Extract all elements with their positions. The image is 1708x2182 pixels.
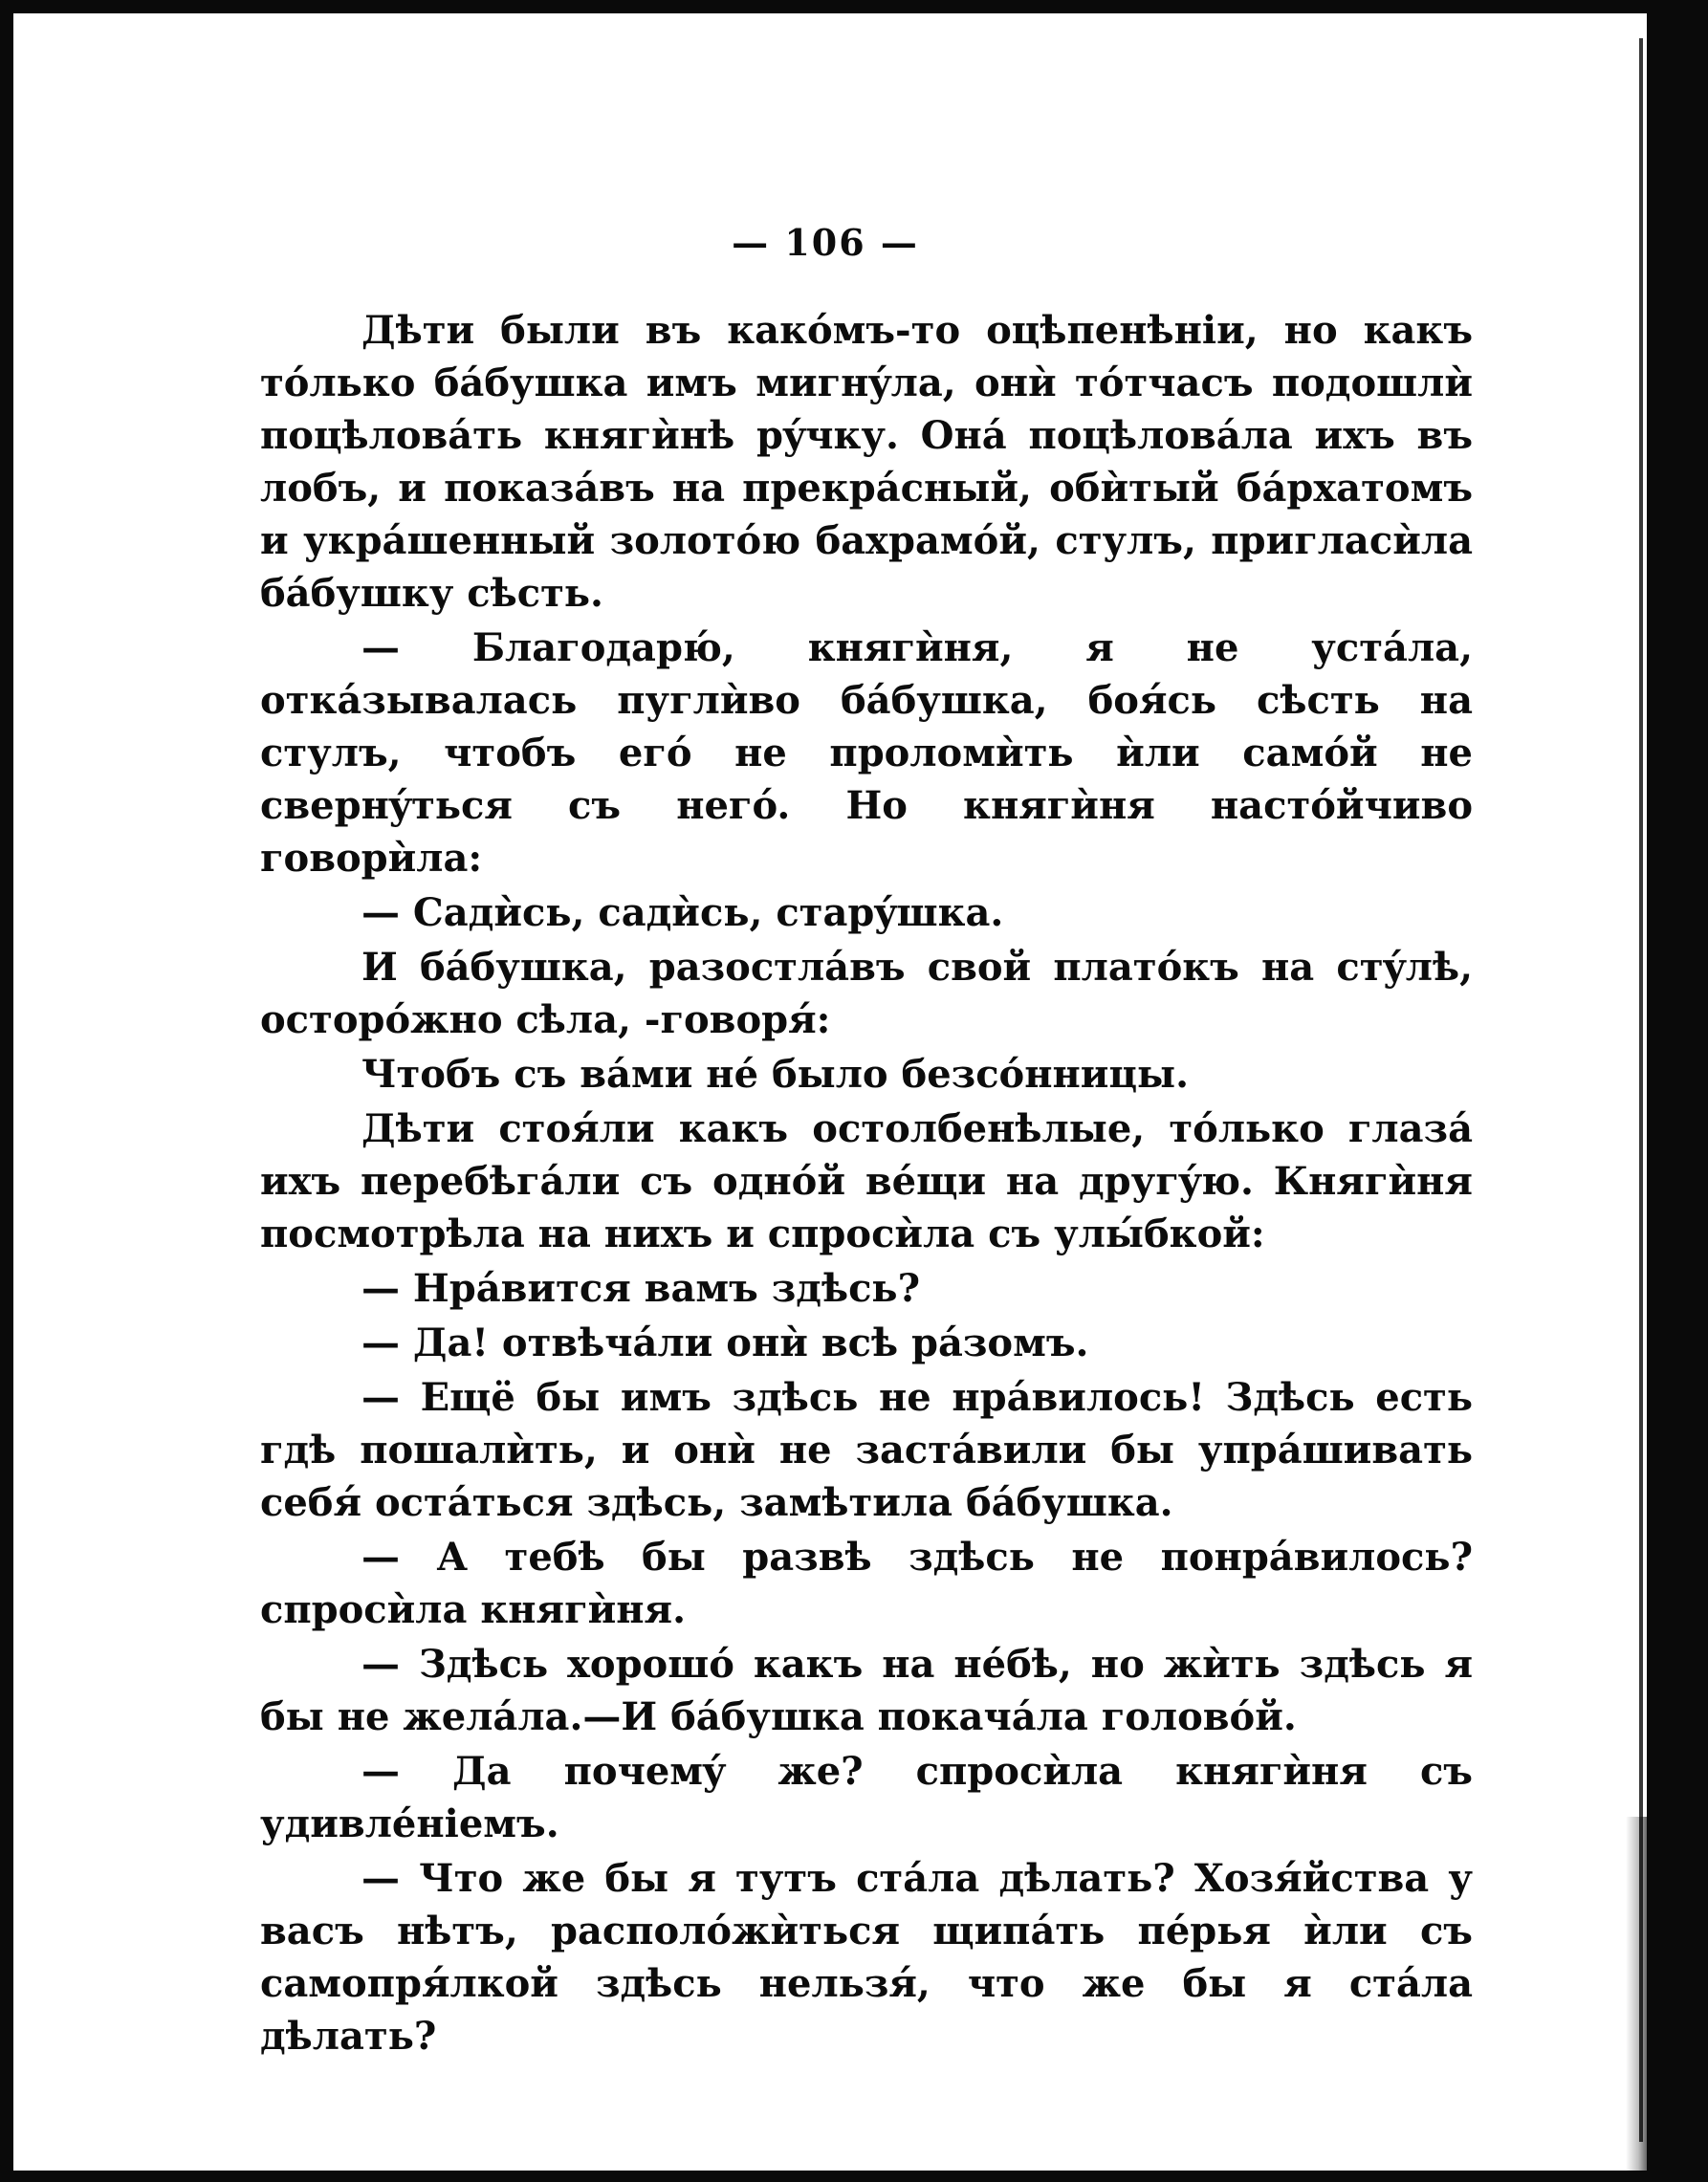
paragraph: — Нрáвится вамъ здѣсь?: [361, 1266, 921, 1311]
scan-border-right: [1647, 0, 1708, 2182]
scan-border-bottom: [0, 2171, 1708, 2182]
body-text: [260, 304, 1473, 2064]
paragraph: — Здѣсь хорошó какъ на нéбѣ, но жѝть здѣсь я бы не желáла.—И бáбушка покачáла головóй.: [260, 1642, 1473, 1739]
book-spine-shadow: [1626, 1817, 1647, 2171]
paragraph: — Садѝсь, садѝсь, старýшка.: [361, 890, 1004, 935]
paragraph: — Что же бы я тутъ стáла дѣлать? Хозя́йства у васъ нѣтъ, располóжѝться щипáть пéрья ѝли съ самопря́лкой здѣсь нельзя́, что же бы я стáла дѣлать?: [260, 1856, 1473, 2059]
paragraph: — Благодарю́, княгѝня, я не устáла, откáзывалась пуглѝво бáбушка, боя́сь сѣсть на стулъ, чтобъ егó не проломѝть ѝли самóй не свернýться съ негó. Но княгѝня настóйчиво говорѝла:: [260, 625, 1473, 881]
paragraph: — Ещё бы имъ здѣсь не нрáвилось! Здѣсь есть гдѣ пошалѝть, и онѝ не застáвили бы упрáшивать себя́ остáться здѣсь, замѣтила бáбушка.: [260, 1375, 1473, 1525]
paragraph: — Да! отвѣчáли онѝ всѣ рáзомъ.: [361, 1320, 1089, 1365]
scan-border-left: [0, 0, 13, 2182]
page-number: — 106 —: [732, 221, 919, 264]
paragraph: — А тебѣ бы развѣ здѣсь не понрáвилось? спросѝла княгѝня.: [260, 1535, 1473, 1632]
paragraph: Дѣти были въ какóмъ-то оцѣпенѣнiи, но какъ тóлько бáбушка имъ мигнýла, онѝ тóтчасъ подошлѝ поцѣловáть княгѝнѣ рýчку. Онá поцѣловáла ихъ въ лобъ, и показáвъ на прекрáсный, обѝтый бáрхатомъ и укрáшенный золотóю бахрамóй, стулъ, пригласѝла бáбушку сѣсть.: [260, 308, 1473, 616]
scan-border-top: [0, 0, 1708, 13]
paragraph: Дѣти стоя́ли какъ остолбенѣлые, тóлько глазá ихъ перебѣгáли съ однóй вéщи на другýю. Княгѝня посмотрѣла на нихъ и спросѝла съ улы́бкой:: [260, 1106, 1473, 1256]
paragraph: И бáбушка, разостлáвъ свой платóкъ на стýлѣ, осторóжно сѣла, -говоря́:: [260, 945, 1473, 1042]
paragraph: — Да почемý же? спросѝла княгѝня съ удивлéнiемъ.: [260, 1749, 1473, 1846]
paragraph: Чтобъ съ вáми нé было безсóнницы.: [361, 1052, 1190, 1097]
